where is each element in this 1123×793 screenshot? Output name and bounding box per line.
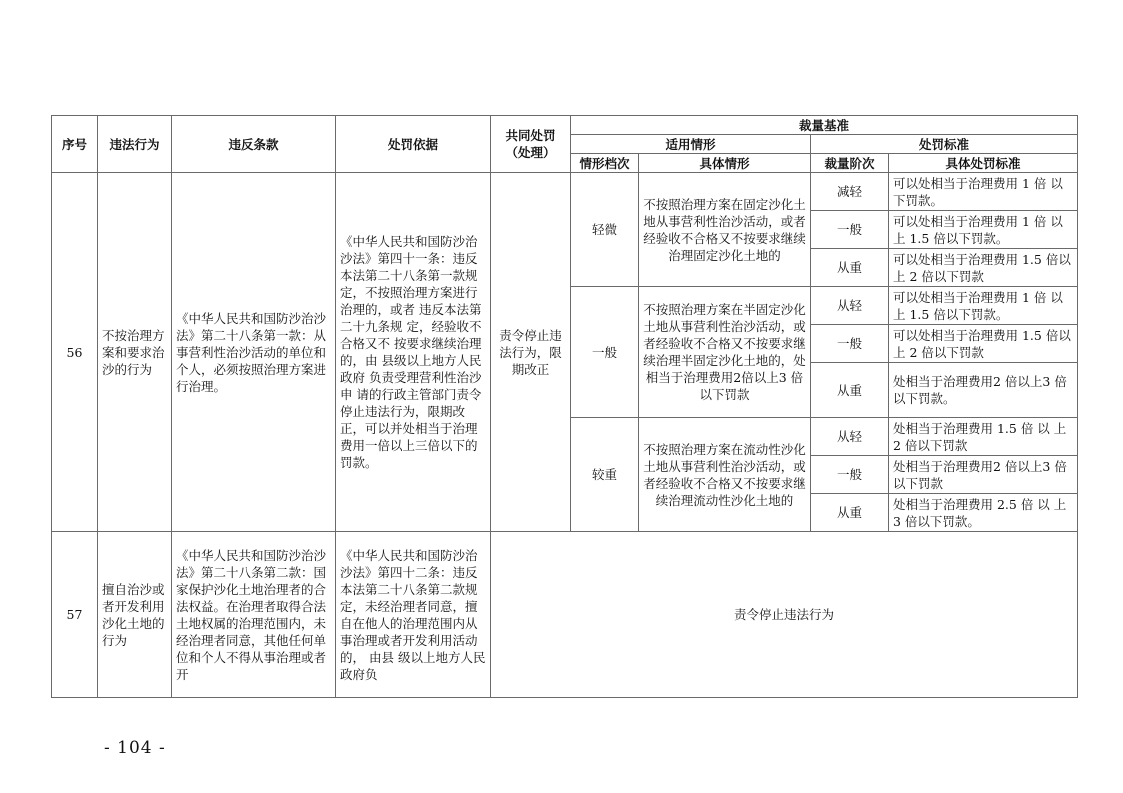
basis-cell: 《中华人民共和国防沙治沙法》第四十一条：违反本法第二十八条第一款规定，不按照治理方案进行治理的，或者 违反本法第二十九条规 定，经验收不合格又不 按要求继续治理的，由 县级以上地方人民政府 负责受理营利性治沙申 请的行政主管部门责令 停止违法行为，限期改 正，可以并处相当于治理费用一倍以上三倍以下的罚款。 (336, 173, 491, 532)
stage-cell: 一般 (811, 456, 889, 494)
stage-cell: 从重 (811, 249, 889, 287)
penalty-cell: 可以处相当于治理费用 1 倍 以上 1.5 倍以下罚款。 (889, 211, 1078, 249)
situation-cell: 不按照治理方案在流动性沙化土地从事营利性治沙活动，或者经验收不合格又不按要求继续治理流动性沙化土地的 (639, 418, 811, 532)
header-penalty: 具体处罚标准 (889, 154, 1078, 173)
table-row (52, 173, 1078, 211)
header-applicable: 适用情形 (571, 135, 811, 154)
header-situation: 具体情形 (639, 154, 811, 173)
seq-cell: 57 (52, 532, 98, 698)
common-penalty-cell: 责令停止违法行为 (491, 532, 1078, 698)
penalty-cell: 可以处相当于治理费用 1 倍 以下罚款。 (889, 173, 1078, 211)
header-clause: 违反条款 (172, 116, 336, 173)
header-violation: 违法行为 (98, 116, 172, 173)
stage-cell: 从轻 (811, 287, 889, 325)
header-standard: 处罚标准 (811, 135, 1078, 154)
clause-cell: 《中华人民共和国防沙治沙法》第二十八条第一款：从事营利性治沙活动的单位和个人，必须按照治理方案进行治理。 (172, 173, 336, 532)
basis-cell: 《中华人民共和国防沙治沙法》第四十二条：违反本法第二十八条第二款规定，未经治理者同意，擅自在他人的治理范围内从事治理或者开发利用活动的， 由县 级以上地方人民政府负 (336, 532, 491, 698)
header-stage: 裁量阶次 (811, 154, 889, 173)
header-seq: 序号 (52, 116, 98, 173)
stage-cell: 一般 (811, 211, 889, 249)
header-common: 共同处罚（处理） (491, 116, 571, 173)
stage-cell: 一般 (811, 325, 889, 363)
stage-cell: 从重 (811, 363, 889, 418)
level-cell: 一般 (571, 287, 639, 418)
penalty-cell: 处相当于治理费用2 倍以上3 倍以下罚款 (889, 456, 1078, 494)
penalty-cell: 可以处相当于治理费用 1 倍 以上 1.5 倍以下罚款。 (889, 287, 1078, 325)
level-cell: 较重 (571, 418, 639, 532)
penalty-cell: 处相当于治理费用 2.5 倍 以 上 3 倍以下罚款。 (889, 494, 1078, 532)
header-level: 情形档次 (571, 154, 639, 173)
clause-cell: 《中华人民共和国防沙治沙法》第二十八条第二款：国家保护沙化土地治理者的合法权益。在治理者取得合法土地权属的治理范围内，未经治理者同意，其他任何单位和个人不得从事治理或者开 (172, 532, 336, 698)
header-basis: 处罚依据 (336, 116, 491, 173)
stage-cell: 从轻 (811, 418, 889, 456)
table-row (52, 532, 1078, 698)
stage-cell: 减轻 (811, 173, 889, 211)
penalty-cell: 处相当于治理费用2 倍以上3 倍以下罚款。 (889, 363, 1078, 418)
common-penalty-cell: 责令停止违法行为，限期改正 (491, 173, 571, 532)
violation-cell: 不按治理方案和要求治沙的行为 (98, 173, 172, 532)
penalty-table (51, 115, 1078, 698)
penalty-cell: 可以处相当于治理费用 1.5 倍以上 2 倍以下罚款 (889, 325, 1078, 363)
stage-cell: 从重 (811, 494, 889, 532)
penalty-cell: 可以处相当于治理费用 1.5 倍以上 2 倍以下罚款 (889, 249, 1078, 287)
level-cell: 轻微 (571, 173, 639, 287)
situation-cell: 不按照治理方案在固定沙化土地从事营利性治沙活动，或者经验收不合格又不按要求继续治理固定沙化土地的 (639, 173, 811, 287)
penalty-cell: 处相当于治理费用 1.5 倍 以 上 2 倍以下罚款 (889, 418, 1078, 456)
header-discretion: 裁量基准 (571, 116, 1078, 135)
header-row-1 (52, 116, 1078, 135)
situation-cell: 不按照治理方案在半固定沙化土地从事营利性治沙活动，或者经验收不合格又不按要求继续治理半固定沙化土地的，处相当于治理费用2倍以上3 倍以下罚款 (639, 287, 811, 418)
violation-cell: 擅自治沙或者开发利用沙化土地的行为 (98, 532, 172, 698)
seq-cell: 56 (52, 173, 98, 532)
page-number: - 104 - (104, 738, 166, 758)
